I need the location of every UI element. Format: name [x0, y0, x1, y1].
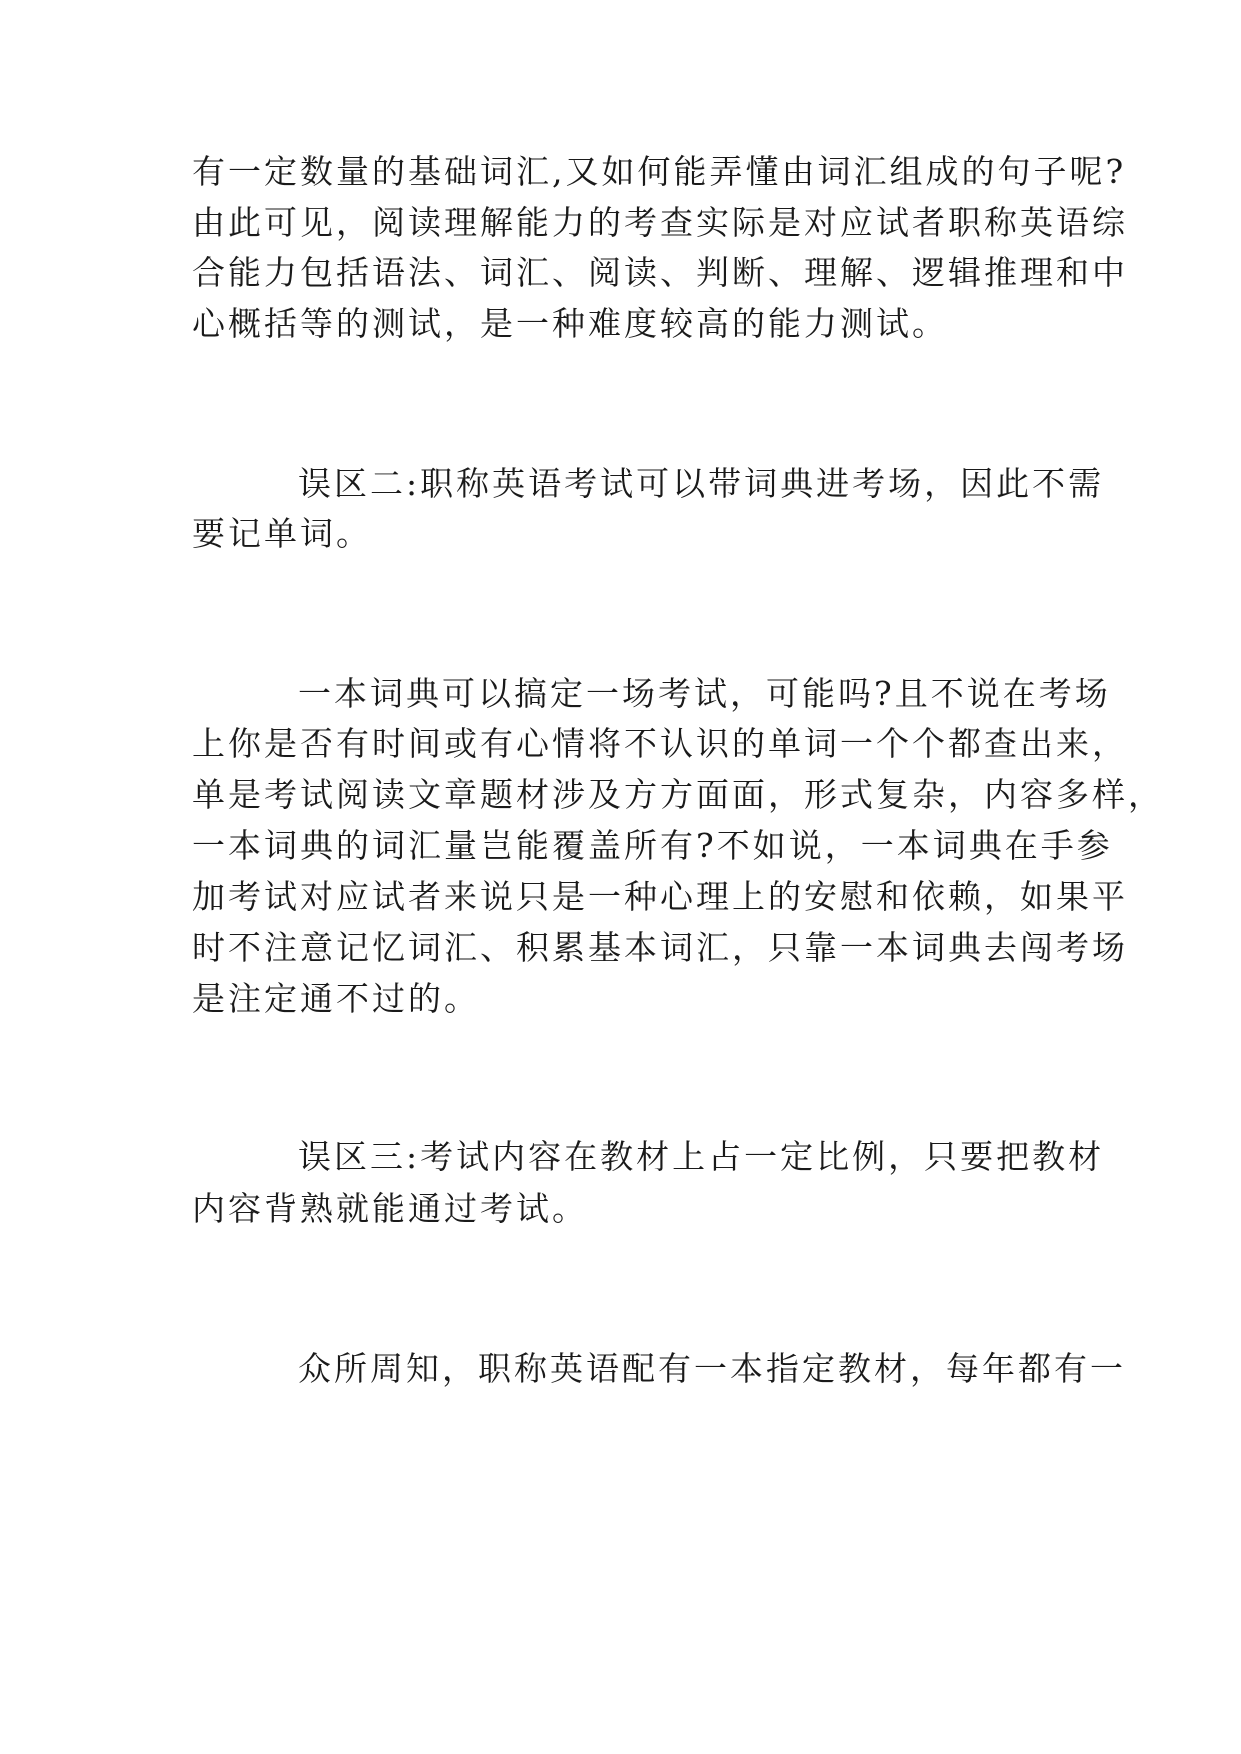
text-line: 加考试对应试者来说只是一种心理上的安慰和依赖，如果平 — [192, 877, 1128, 916]
text-line: 由此可见，阅读理解能力的考查实际是对应试者职称英语综 — [192, 203, 1128, 242]
text-line: 内容背熟就能通过考试。 — [192, 1189, 588, 1228]
text-line: 心概括等的测试，是一种难度较高的能力测试。 — [192, 304, 948, 343]
text-line: 误区三:考试内容在教材上占一定比例，只要把教材 — [298, 1137, 1105, 1176]
text-line: 合能力包括语法、词汇、阅读、判断、理解、逻辑推理和中 — [192, 253, 1128, 292]
text-line: 误区二:职称英语考试可以带词典进考场，因此不需 — [298, 464, 1105, 503]
text-line: 一本词典的词汇量岂能覆盖所有?不如说，一本词典在手参 — [192, 826, 1113, 865]
text-line: 一本词典可以搞定一场考试，可能吗?且不说在考场 — [298, 674, 1111, 713]
text-line: 是注定通不过的。 — [192, 979, 480, 1018]
text-line: 众所周知，职称英语配有一本指定教材，每年都有一 — [298, 1349, 1126, 1388]
text-line: 上你是否有时间或有心情将不认识的单词一个个都查出来， — [192, 724, 1128, 763]
text-line: 单是考试阅读文章题材涉及方方面面，形式复杂，内容多样， — [192, 775, 1164, 814]
text-line: 有一定数量的基础词汇,又如何能弄懂由词汇组成的句子呢? — [192, 152, 1127, 191]
text-line: 要记单词。 — [192, 514, 372, 553]
text-line: 时不注意记忆词汇、积累基本词汇，只靠一本词典去闯考场 — [192, 928, 1128, 967]
